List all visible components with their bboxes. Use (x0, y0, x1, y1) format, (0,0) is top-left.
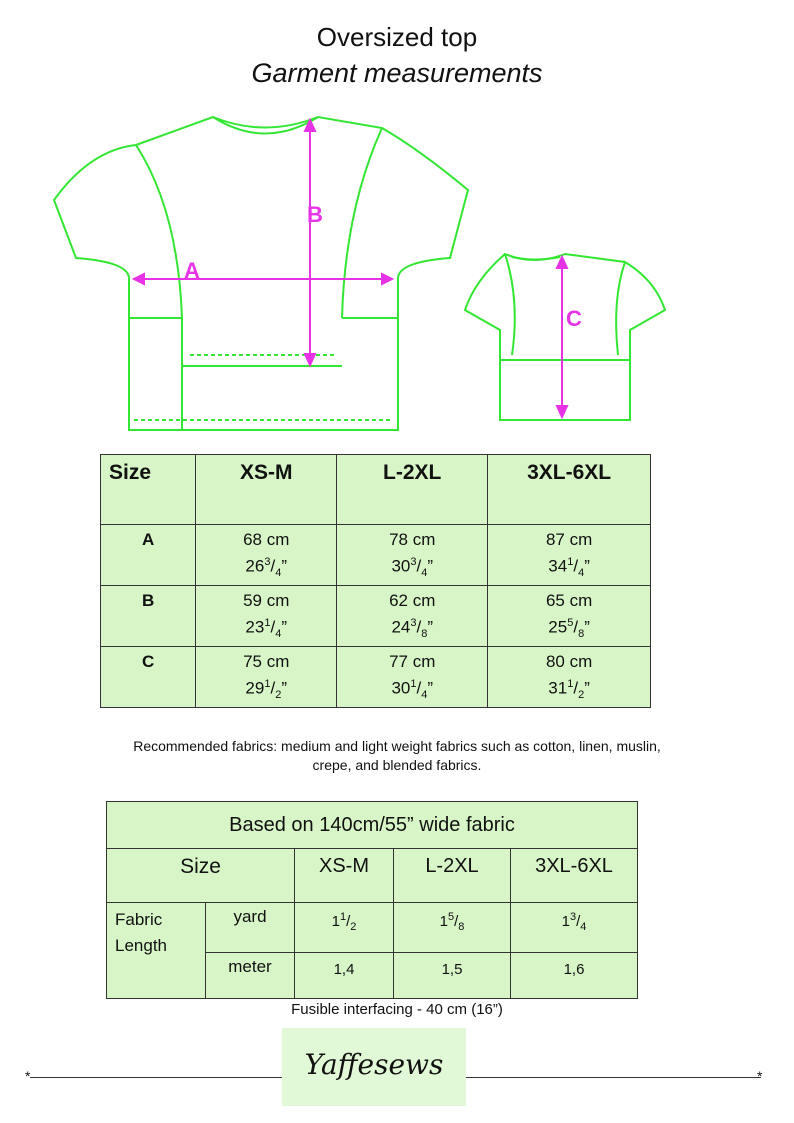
value-cell: 59 cm $23^1/_4$” (196, 586, 337, 647)
measurements-table (100, 454, 651, 708)
interfacing-note: Fusible interfacing - 40 cm (16”) (291, 1001, 503, 1018)
front-pocket-left (129, 318, 182, 430)
value-cell: 75 cm $29^1/_2$” (196, 647, 337, 708)
label-c: C (566, 306, 582, 331)
footer-star-left: * (25, 1068, 31, 1084)
header-xs-m: XS-M (196, 455, 337, 525)
header-l-2xl: L-2XL (337, 455, 488, 525)
header-size: Size (101, 455, 196, 525)
back-neckline (512, 257, 560, 260)
value-cell: 68 cm $26^3/_4$” (196, 525, 337, 586)
yard-value: $1^1/_2$ (295, 903, 394, 953)
footer-star-right: * (757, 1068, 763, 1084)
garment-diagram (0, 0, 794, 450)
header-3xl-6xl: 3XL-6XL (488, 455, 651, 525)
fabric-size-label: Size (107, 849, 295, 903)
fabric-size-3xl-6xl: 3XL-6XL (511, 849, 638, 903)
fabric-size-xs-m: XS-M (295, 849, 394, 903)
footer-rule-left (30, 1077, 282, 1078)
front-seam-left (136, 145, 182, 318)
front-pocket-right (342, 318, 398, 430)
table-row-b (101, 586, 651, 647)
back-outline (465, 254, 665, 420)
meter-value: 1,4 (295, 953, 394, 999)
label-a: A (184, 258, 200, 283)
meter-value: 1,5 (394, 953, 511, 999)
yard-value: $1^3/_4$ (511, 903, 638, 953)
table-row-c (101, 647, 651, 708)
front-outline (54, 117, 468, 430)
value-cell: 78 cm $30^3/_4$” (337, 525, 488, 586)
label-b: B (307, 202, 323, 227)
back-seam-left (505, 254, 515, 355)
yard-label: yard (206, 903, 295, 953)
front-seam-right (342, 128, 382, 318)
page-subtitle: Garment measurements (251, 58, 543, 88)
meter-value: 1,6 (511, 953, 638, 999)
value-cell: 87 cm $34^1/_4$” (488, 525, 651, 586)
fabric-length-label: Fabric Length (107, 903, 206, 999)
fabric-note-line2: crepe, and blended fabrics. (312, 757, 482, 773)
back-seam-right (616, 262, 625, 355)
row-label: C (101, 647, 196, 708)
row-label: A (101, 525, 196, 586)
fabric-table (106, 801, 638, 999)
value-cell: 65 cm $25^5/_8$” (488, 586, 651, 647)
meter-label: meter (206, 953, 295, 999)
based-on-fabric: Based on 140cm/55” wide fabric (107, 802, 638, 849)
value-cell: 77 cm $30^1/_4$” (337, 647, 488, 708)
value-cell: 62 cm $24^3/_8$” (337, 586, 488, 647)
page-title: Oversized top (316, 22, 478, 52)
value-cell: 80 cm $31^1/_2$” (488, 647, 651, 708)
fabric-note-line1: Recommended fabrics: medium and light weight fabrics such as cotton, linen, muslin, (133, 738, 661, 754)
yard-value: $1^5/_8$ (394, 903, 511, 953)
footer-rule-right (466, 1077, 761, 1078)
front-hem-stitch (134, 355, 393, 420)
brand-logo: Yaffesews (304, 1048, 444, 1081)
row-label: B (101, 586, 196, 647)
table-row-a (101, 525, 651, 586)
fabric-size-l-2xl: L-2XL (394, 849, 511, 903)
